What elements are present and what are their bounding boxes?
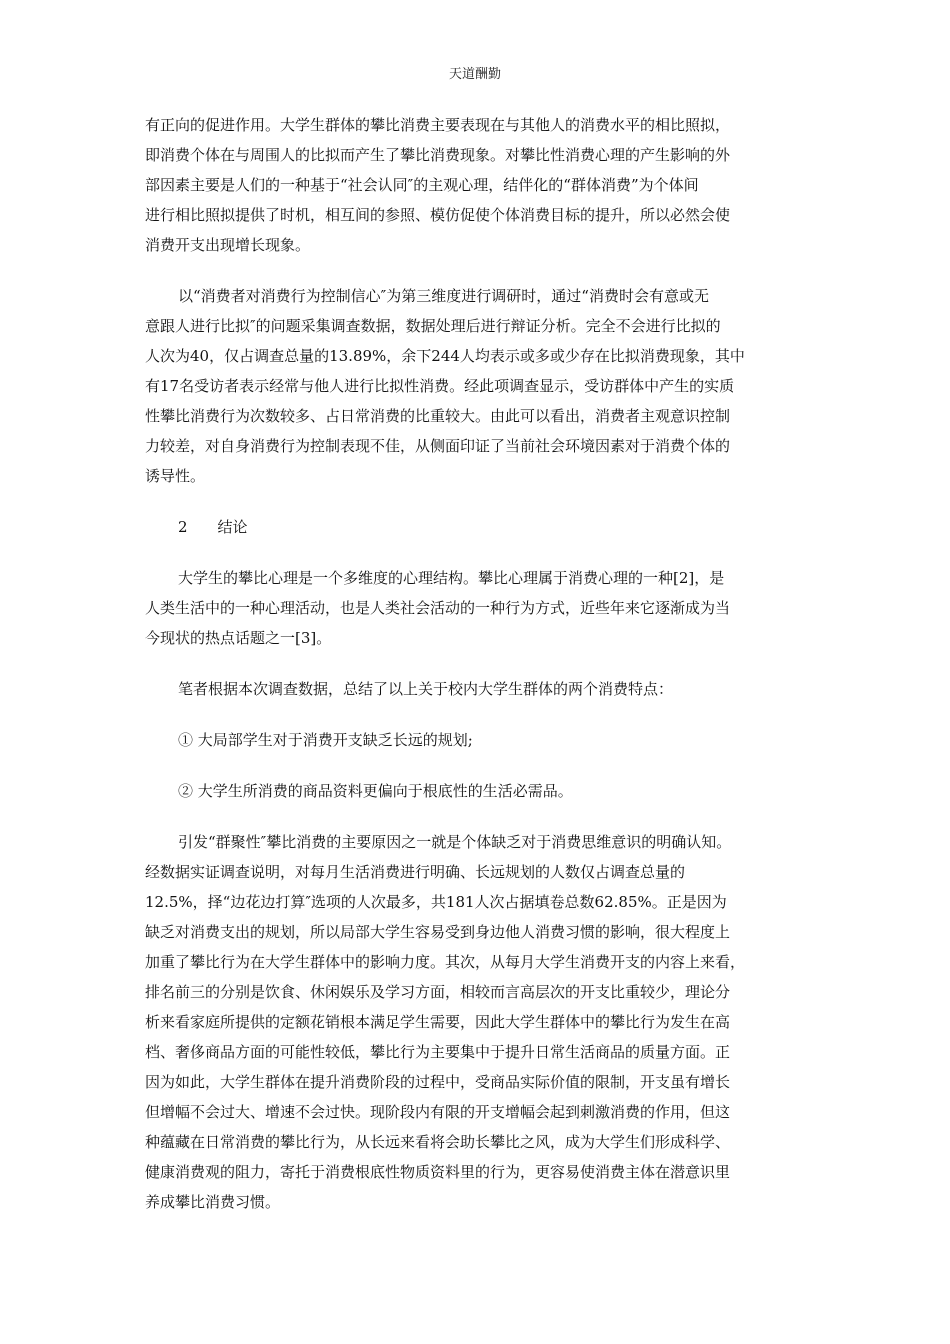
text-line: 但增幅不会过大、增速不会过快。现阶段内有限的开支增幅会起到刺激消费的作用，但这 [145, 1103, 731, 1121]
text-line: 人次为40，仅占调查总量的13.89%，余下244人均表示或多或少存在比拟消费现象，其中 [145, 347, 745, 365]
text-line: ① 大局部学生对于消费开支缺乏长远的规划; [178, 731, 473, 749]
text-line: 2 结论 [178, 518, 248, 536]
text-line: 性攀比消费行为次数较多、占日常消费的比重较大。由此可以看出，消费者主观意识控制 [145, 407, 731, 425]
paragraph [145, 281, 807, 491]
page-header: 天道酬勤 [448, 67, 501, 82]
text-line: 种蕴藏在日常消费的攀比行为，从长远来看将会助长攀比之风，成为大学生们形成科学、 [145, 1133, 731, 1151]
text-line: 引发“群聚性″攀比消费的主要原因之一就是个体缺乏对于消费思维意识的明确认知。 [178, 833, 732, 851]
text-line: 进行相比照拟提供了时机，相互间的参照、模仿促使个体消费目标的提升，所以必然会使 [145, 206, 731, 224]
text-line: 以“消费者对消费行为控制信心″为第三维度进行调研时，通过“消费时会有意或无 [178, 287, 709, 305]
text-line: ② 大学生所消费的商品资料更偏向于根底性的生活必需品。 [178, 782, 573, 800]
text-line: 缺乏对消费支出的规划，所以局部大学生容易受到身边他人消费习惯的影响，很大程度上 [145, 923, 731, 941]
section-heading [145, 512, 807, 542]
text-line: 即消费个体在与周围人的比拟而产生了攀比消费现象。对攀比性消费心理的产生影响的外 [145, 146, 731, 164]
text-line: 大学生的攀比心理是一个多维度的心理结构。攀比心理属于消费心理的一种[2]，是 [178, 569, 725, 587]
text-line: 力较差，对自身消费行为控制表现不佳，从侧面印证了当前社会环境因素对于消费个体的 [145, 437, 731, 455]
text-line: 有17名受访者表示经常与他人进行比拟性消费。经此项调查显示，受访群体中产生的实质 [145, 377, 735, 395]
text-line: 消费开支出现增长现象。 [145, 236, 311, 254]
text-line: 诱导性。 [145, 467, 206, 485]
text-line: 档、奢侈商品方面的可能性较低，攀比行为主要集中于提升日常生活商品的质量方面。正 [145, 1043, 731, 1061]
paragraph [145, 563, 807, 653]
text-line: 人类生活中的一种心理活动，也是人类社会活动的一种行为方式，近些年来它逐渐成为当 [145, 599, 731, 617]
text-line: 部因素主要是人们的一种基于“社会认同″的主观心理，结伴化的“群体消费”为个体间 [145, 176, 699, 194]
paragraph [145, 725, 807, 755]
paragraph [145, 110, 807, 260]
paragraph [145, 776, 807, 806]
text-line: 养成攀比消费习惯。 [145, 1193, 281, 1211]
text-line: 12.5%，择“边花边打算″选项的人次最多，共181人次占据填卷总数62.85%。正是因为 [145, 893, 727, 911]
text-line: 排名前三的分别是饮食、休闲娱乐及学习方面，相较而言高层次的开支比重较少，理论分 [145, 983, 731, 1001]
text-line: 意跟人进行比拟″的问题采集调查数据，数据处理后进行辩证分析。完全不会进行比拟的 [145, 317, 721, 335]
text-line: 健康消费观的阻力，寄托于消费根底性物质资料里的行为，更容易使消费主体在潜意识里 [145, 1163, 731, 1181]
paragraph [145, 674, 807, 704]
paragraph [145, 827, 807, 1217]
text-line: 有正向的促进作用。大学生群体的攀比消费主要表现在与其他人的消费水平的相比照拟， [145, 116, 731, 134]
document-body [145, 110, 807, 1238]
text-line: 析来看家庭所提供的定额花销根本满足学生需要，因此大学生群体中的攀比行为发生在高 [145, 1013, 731, 1031]
text-line: 经数据实证调查说明，对每月生活消费进行明确、长远规划的人数仅占调查总量的 [145, 863, 686, 881]
text-line: 笔者根据本次调查数据，总结了以上关于校内大学生群体的两个消费特点： [178, 680, 674, 698]
text-line: 加重了攀比行为在大学生群体中的影响力度。其次，从每月大学生消费开支的内容上来看， [145, 953, 746, 971]
text-line: 今现状的热点话题之一[3]。 [145, 629, 332, 647]
text-line: 因为如此，大学生群体在提升消费阶段的过程中，受商品实际价值的限制，开支虽有增长 [145, 1073, 731, 1091]
